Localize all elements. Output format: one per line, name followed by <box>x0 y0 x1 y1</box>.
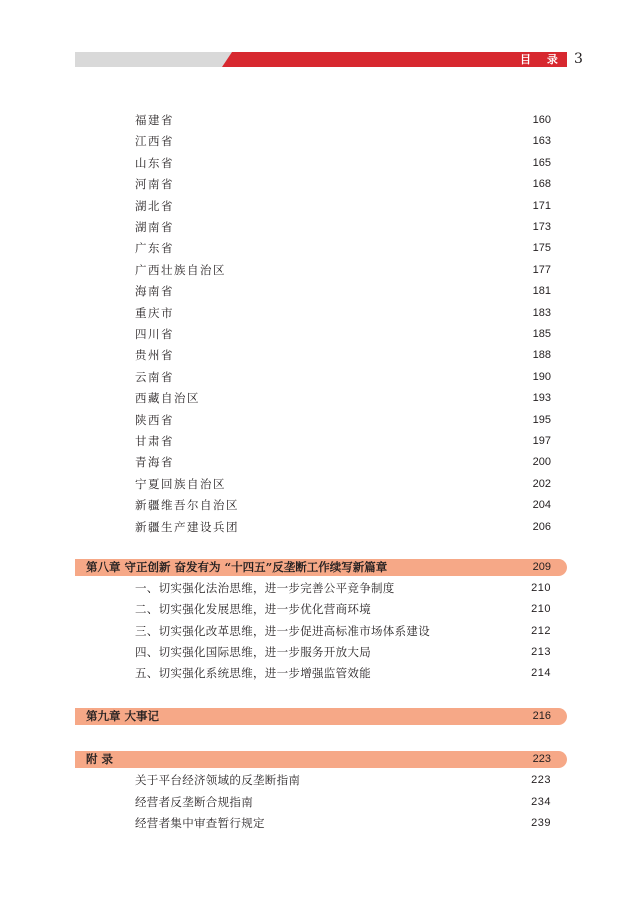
toc-entry[interactable] <box>135 153 551 173</box>
toc-entry[interactable] <box>135 452 551 472</box>
toc-entry-label: 湖北省 <box>135 198 174 213</box>
toc-entry[interactable] <box>135 196 551 216</box>
toc-entry-label: 重庆市 <box>135 305 174 320</box>
toc-entry-label: 广东省 <box>135 241 174 256</box>
chapter-9-page: 216 <box>532 710 551 722</box>
toc-entry[interactable] <box>135 578 551 598</box>
toc-entry-label: 四、切实强化国际思维，进一步服务开放大局 <box>135 644 371 659</box>
toc-entry[interactable] <box>135 770 551 790</box>
toc-entry-page: 239 <box>531 817 551 829</box>
toc-entry-page: 200 <box>532 456 551 469</box>
header-title: 目 录 <box>520 53 564 66</box>
toc-entry[interactable] <box>135 517 551 537</box>
toc-entry-page: 195 <box>532 413 551 426</box>
appendix-bar[interactable] <box>75 751 567 768</box>
toc-entry-page: 160 <box>532 114 551 126</box>
toc-entry[interactable] <box>135 388 551 408</box>
toc-entry[interactable] <box>135 217 551 237</box>
toc-entry[interactable] <box>135 642 551 662</box>
toc-entry-label: 经营者反垄断合规指南 <box>135 794 253 809</box>
toc-entry[interactable] <box>135 281 551 301</box>
appendix-title: 附 录 <box>86 752 114 766</box>
chapter-8-title: 第八章 守正创新 奋发有为 “十四五”反垄断工作续写新篇章 <box>86 560 388 574</box>
toc-entry-page: 185 <box>532 328 551 340</box>
toc-entry-label: 西藏自治区 <box>135 391 200 406</box>
toc-entry-page: 210 <box>531 582 551 594</box>
toc-entry-page: 188 <box>532 349 551 362</box>
toc-entry-label: 关于平台经济领域的反垄断指南 <box>135 773 301 787</box>
toc-entry-page: 190 <box>532 370 551 383</box>
toc-entry[interactable] <box>135 599 551 619</box>
toc-entry-label: 江西省 <box>135 134 174 149</box>
chapter-8-page: 209 <box>532 561 551 573</box>
toc-entry-label: 经营者集中审查暂行规定 <box>135 816 265 830</box>
toc-entry-label: 甘肃省 <box>135 434 174 448</box>
toc-entry[interactable] <box>135 663 551 683</box>
toc-entry-label: 陕西省 <box>135 412 174 427</box>
toc-entry-label: 福建省 <box>135 113 174 127</box>
toc-entry[interactable] <box>135 495 551 515</box>
toc-entry-label: 新疆维吾尔自治区 <box>135 498 239 513</box>
toc-entry-page: 214 <box>531 667 551 680</box>
header-red-bar <box>222 52 567 67</box>
toc-entry-label: 海南省 <box>135 284 174 299</box>
toc-entry-label: 云南省 <box>135 369 174 384</box>
toc-entry[interactable] <box>135 174 551 194</box>
toc-entry-label: 五、切实强化系统思维，进一步增强监管效能 <box>135 666 371 681</box>
toc-entry-page: 163 <box>532 135 551 148</box>
toc-entry-page: 175 <box>532 242 551 255</box>
toc-entry-page: 193 <box>532 392 551 405</box>
toc-entry-label: 山东省 <box>135 155 174 170</box>
toc-entry-label: 四川省 <box>135 327 174 341</box>
toc-entry-label: 宁夏回族自治区 <box>135 476 226 491</box>
toc-entry-page: 212 <box>531 624 551 637</box>
chapter-8-bar[interactable] <box>75 559 567 576</box>
toc-entry-label: 湖南省 <box>135 220 174 234</box>
appendix-page: 223 <box>532 753 551 765</box>
toc-entry-page: 213 <box>531 645 551 658</box>
toc-entry-page: 206 <box>532 520 551 533</box>
toc-entry[interactable] <box>135 431 551 451</box>
toc-entry[interactable] <box>135 345 551 365</box>
toc-entry-page: 223 <box>531 774 551 786</box>
toc-entry[interactable] <box>135 621 551 641</box>
toc-entry[interactable] <box>135 410 551 430</box>
toc-entry-label: 新疆生产建设兵团 <box>135 519 239 534</box>
toc-entry-label: 二、切实强化发展思维，进一步优化营商环境 <box>135 602 371 617</box>
toc-entry-page: 168 <box>532 178 551 191</box>
page-number: 3 <box>574 51 583 67</box>
toc-entry-page: 210 <box>531 603 551 616</box>
toc-entry[interactable] <box>135 260 551 280</box>
toc-entry-page: 165 <box>532 156 551 169</box>
toc-entry[interactable] <box>135 303 551 323</box>
toc-entry-page: 183 <box>532 306 551 319</box>
toc-entry-page: 177 <box>532 263 551 276</box>
toc-entry[interactable] <box>135 131 551 151</box>
toc-entry-page: 197 <box>532 435 551 447</box>
toc-entry-label: 三、切实强化改革思维，进一步促进高标准市场体系建设 <box>135 623 430 638</box>
toc-entry-label: 一、切实强化法治思维，进一步完善公平竞争制度 <box>135 581 395 595</box>
toc-entry-page: 204 <box>532 499 551 512</box>
toc-entry-page: 173 <box>532 221 551 233</box>
toc-entry[interactable] <box>135 474 551 494</box>
toc-entry[interactable] <box>135 813 551 833</box>
toc-entry-label: 河南省 <box>135 177 174 192</box>
toc-entry[interactable] <box>135 792 551 812</box>
toc-entry-page: 181 <box>532 285 551 298</box>
chapter-9-title: 第九章 大事记 <box>86 709 160 723</box>
toc-entry[interactable] <box>135 324 551 344</box>
toc-entry-label: 青海省 <box>135 455 174 470</box>
chapter-9-bar[interactable] <box>75 708 567 725</box>
toc-entry-page: 234 <box>531 795 551 808</box>
toc-entry[interactable] <box>135 367 551 387</box>
toc-entry-label: 广西壮族自治区 <box>135 262 226 277</box>
toc-entry-label: 贵州省 <box>135 348 174 363</box>
toc-entry[interactable] <box>135 110 551 130</box>
toc-entry[interactable] <box>135 238 551 258</box>
toc-entry-page: 171 <box>532 199 551 212</box>
toc-entry-page: 202 <box>532 477 551 490</box>
header-gray-bar <box>75 52 235 67</box>
